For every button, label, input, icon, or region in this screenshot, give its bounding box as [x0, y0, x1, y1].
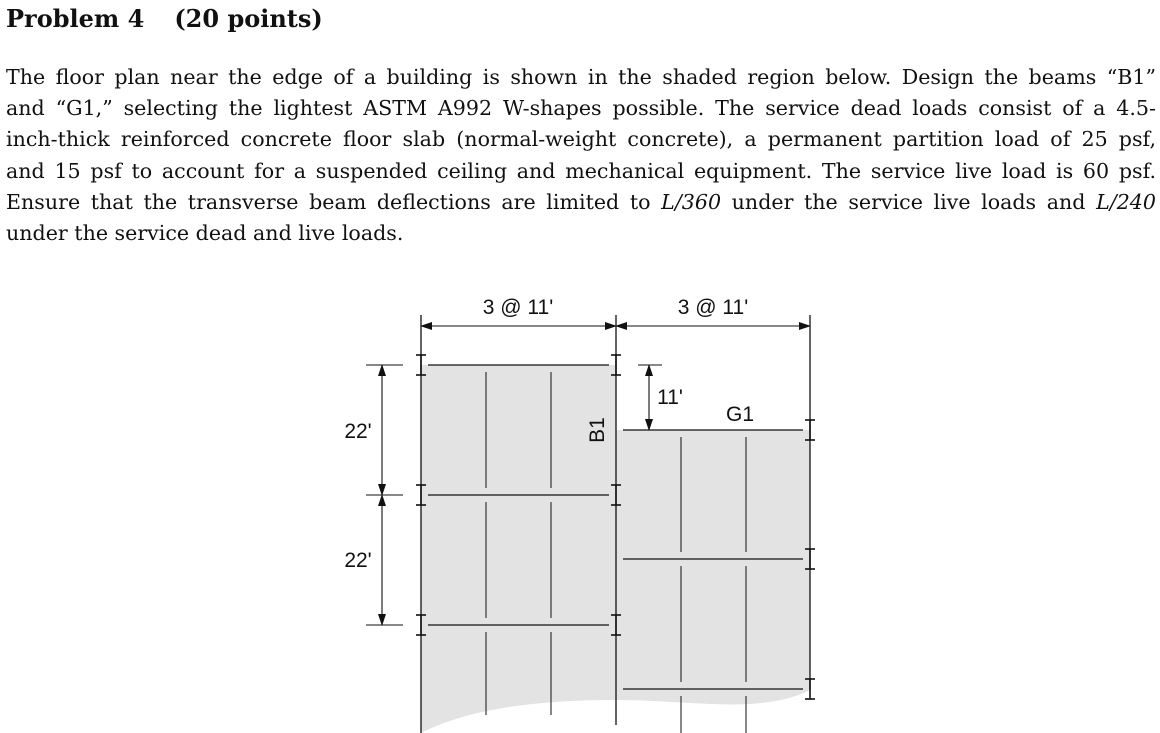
left-dimensions: [366, 365, 403, 625]
dimension-left-upper: 22': [344, 420, 372, 443]
statement-line-3: inch-thick reinforced concrete floor slab (normal-weight concrete), a permanent partition load of 25 psf,: [6, 127, 1156, 152]
dimension-top-left: 3 @ 11': [482, 296, 554, 319]
deflection-limit-total: L/240: [1096, 189, 1156, 214]
dimension-top-right: 3 @ 11': [677, 296, 749, 319]
deflection-limit-live: L/360: [661, 189, 722, 214]
statement-line-2: and “G1,” selecting the lightest ASTM A992 W-shapes possible. The service dead loads consist of a 4.5-: [6, 96, 1156, 121]
statement-line-4: and 15 psf to account for a suspended ceiling and mechanical equipment. The service live load is 60 psf.: [6, 158, 1156, 183]
statement-line-6: under the service dead and live loads.: [6, 221, 404, 246]
statement-line-5-text-a: Ensure that the transverse beam deflections are limited to: [6, 189, 662, 214]
problem-points: (20 points): [174, 4, 323, 33]
beam-label-b1: B1: [586, 417, 609, 443]
girder-label-g1: G1: [725, 403, 755, 426]
statement-line-1: The floor plan near the edge of a building is shown in the shaded region below. Design the beams “B1”: [6, 65, 1156, 89]
dimension-offset: 11': [657, 386, 683, 409]
problem-number: Problem 4: [6, 4, 145, 33]
dimension-left-lower: 22': [344, 549, 372, 572]
statement-line-5-text-b: under the service live loads and: [721, 189, 1097, 214]
